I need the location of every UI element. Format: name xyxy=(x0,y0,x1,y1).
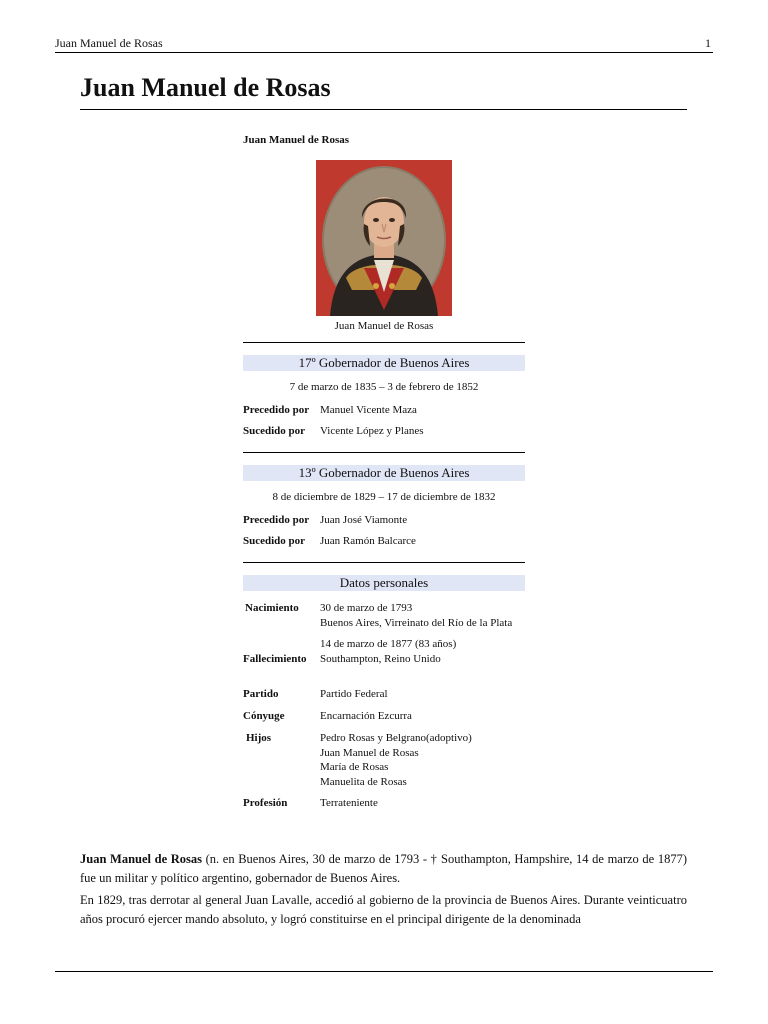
infobox-divider xyxy=(243,342,525,343)
running-header xyxy=(55,36,713,53)
child-item: Pedro Rosas y Belgrano(adoptivo) xyxy=(320,732,472,744)
section-heading: 17º Gobernador de Buenos Aires xyxy=(243,355,525,371)
infobox-divider xyxy=(243,452,525,453)
portrait-painting xyxy=(316,160,452,316)
portrait-caption: Juan Manuel de Rosas xyxy=(334,320,434,332)
party-label: Partido xyxy=(243,688,279,700)
death-value xyxy=(320,637,525,667)
paragraph xyxy=(80,850,687,888)
page-number: 1 xyxy=(705,36,711,50)
birth-value xyxy=(320,601,525,630)
footer-divider xyxy=(55,971,713,972)
page-title: Juan Manuel de Rosas xyxy=(80,72,687,110)
party-value: Partido Federal xyxy=(320,688,388,700)
preceded-label: Precedido por xyxy=(243,404,310,416)
death-place: Southampton, Reino Unido xyxy=(320,652,441,665)
section-heading: Datos personales xyxy=(243,575,525,591)
profession-row xyxy=(243,796,525,811)
preceded-row xyxy=(243,403,525,418)
term-dates: 8 de diciembre de 1829 – 17 de diciembre de 1832 xyxy=(272,491,496,503)
preceded-label: Precedido por xyxy=(243,514,310,526)
paragraph: En 1829, tras derrotar al general Juan Lavalle, accedió al gobierno de la provincia de Buenos Aires. Durante veinticuatro años procuró ejercer mando absoluto, y logró constituirse en el principal dirigente de la denominada xyxy=(80,893,687,926)
infobox xyxy=(243,130,525,811)
article-body xyxy=(80,850,687,932)
party-row xyxy=(243,687,525,702)
preceded-row xyxy=(243,513,525,528)
children-row xyxy=(243,731,525,789)
succeeded-row xyxy=(243,534,525,549)
profession-label: Profesión xyxy=(243,797,288,809)
section-heading: 13º Gobernador de Buenos Aires xyxy=(243,465,525,481)
death-row xyxy=(243,637,525,667)
child-item: Manuelita de Rosas xyxy=(320,775,407,788)
succeeded-label: Sucedido por xyxy=(243,535,306,547)
child-item: María de Rosas xyxy=(320,761,389,773)
death-date: 14 de marzo de 1877 (83 años) xyxy=(320,638,457,650)
infobox-divider xyxy=(243,562,525,563)
children-label: Hijos xyxy=(246,732,272,744)
paragraph-text: (n. en Buenos Aires, 30 de marzo de 1793 - † Southampton, Hampshire, 14 de marzo de 1877) fue un militar y político argentino, gobernador de Buenos Aires. xyxy=(80,852,687,885)
birth-date: 30 de marzo de 1793 xyxy=(320,602,413,614)
children-list xyxy=(320,731,525,789)
succeeded-value: Juan Ramón Balcarce xyxy=(320,535,416,547)
running-header-title: Juan Manuel de Rosas xyxy=(55,36,163,50)
death-label: Fallecimiento xyxy=(243,653,307,665)
birth-label: Nacimiento xyxy=(245,602,299,614)
succeeded-label: Sucedido por xyxy=(243,425,306,437)
child-item: Juan Manuel de Rosas xyxy=(320,746,419,759)
birth-place: Buenos Aires, Virreinato del Río de la Plata xyxy=(320,616,513,629)
portrait-image xyxy=(316,160,452,316)
infobox-title: Juan Manuel de Rosas xyxy=(243,134,350,146)
birth-row xyxy=(243,601,525,630)
subject-name: Juan Manuel de Rosas xyxy=(80,852,202,866)
term-dates: 7 de marzo de 1835 – 3 de febrero de 1852 xyxy=(289,381,479,393)
succeeded-value: Vicente López y Planes xyxy=(320,425,424,437)
spouse-label: Cónyuge xyxy=(243,710,285,722)
preceded-value: Juan José Viamonte xyxy=(320,514,408,526)
spouse-row xyxy=(243,709,525,724)
profession-value: Terrateniente xyxy=(320,797,378,809)
preceded-value: Manuel Vicente Maza xyxy=(320,404,417,416)
succeeded-row xyxy=(243,424,525,439)
spouse-value: Encarnación Ezcurra xyxy=(320,710,412,722)
